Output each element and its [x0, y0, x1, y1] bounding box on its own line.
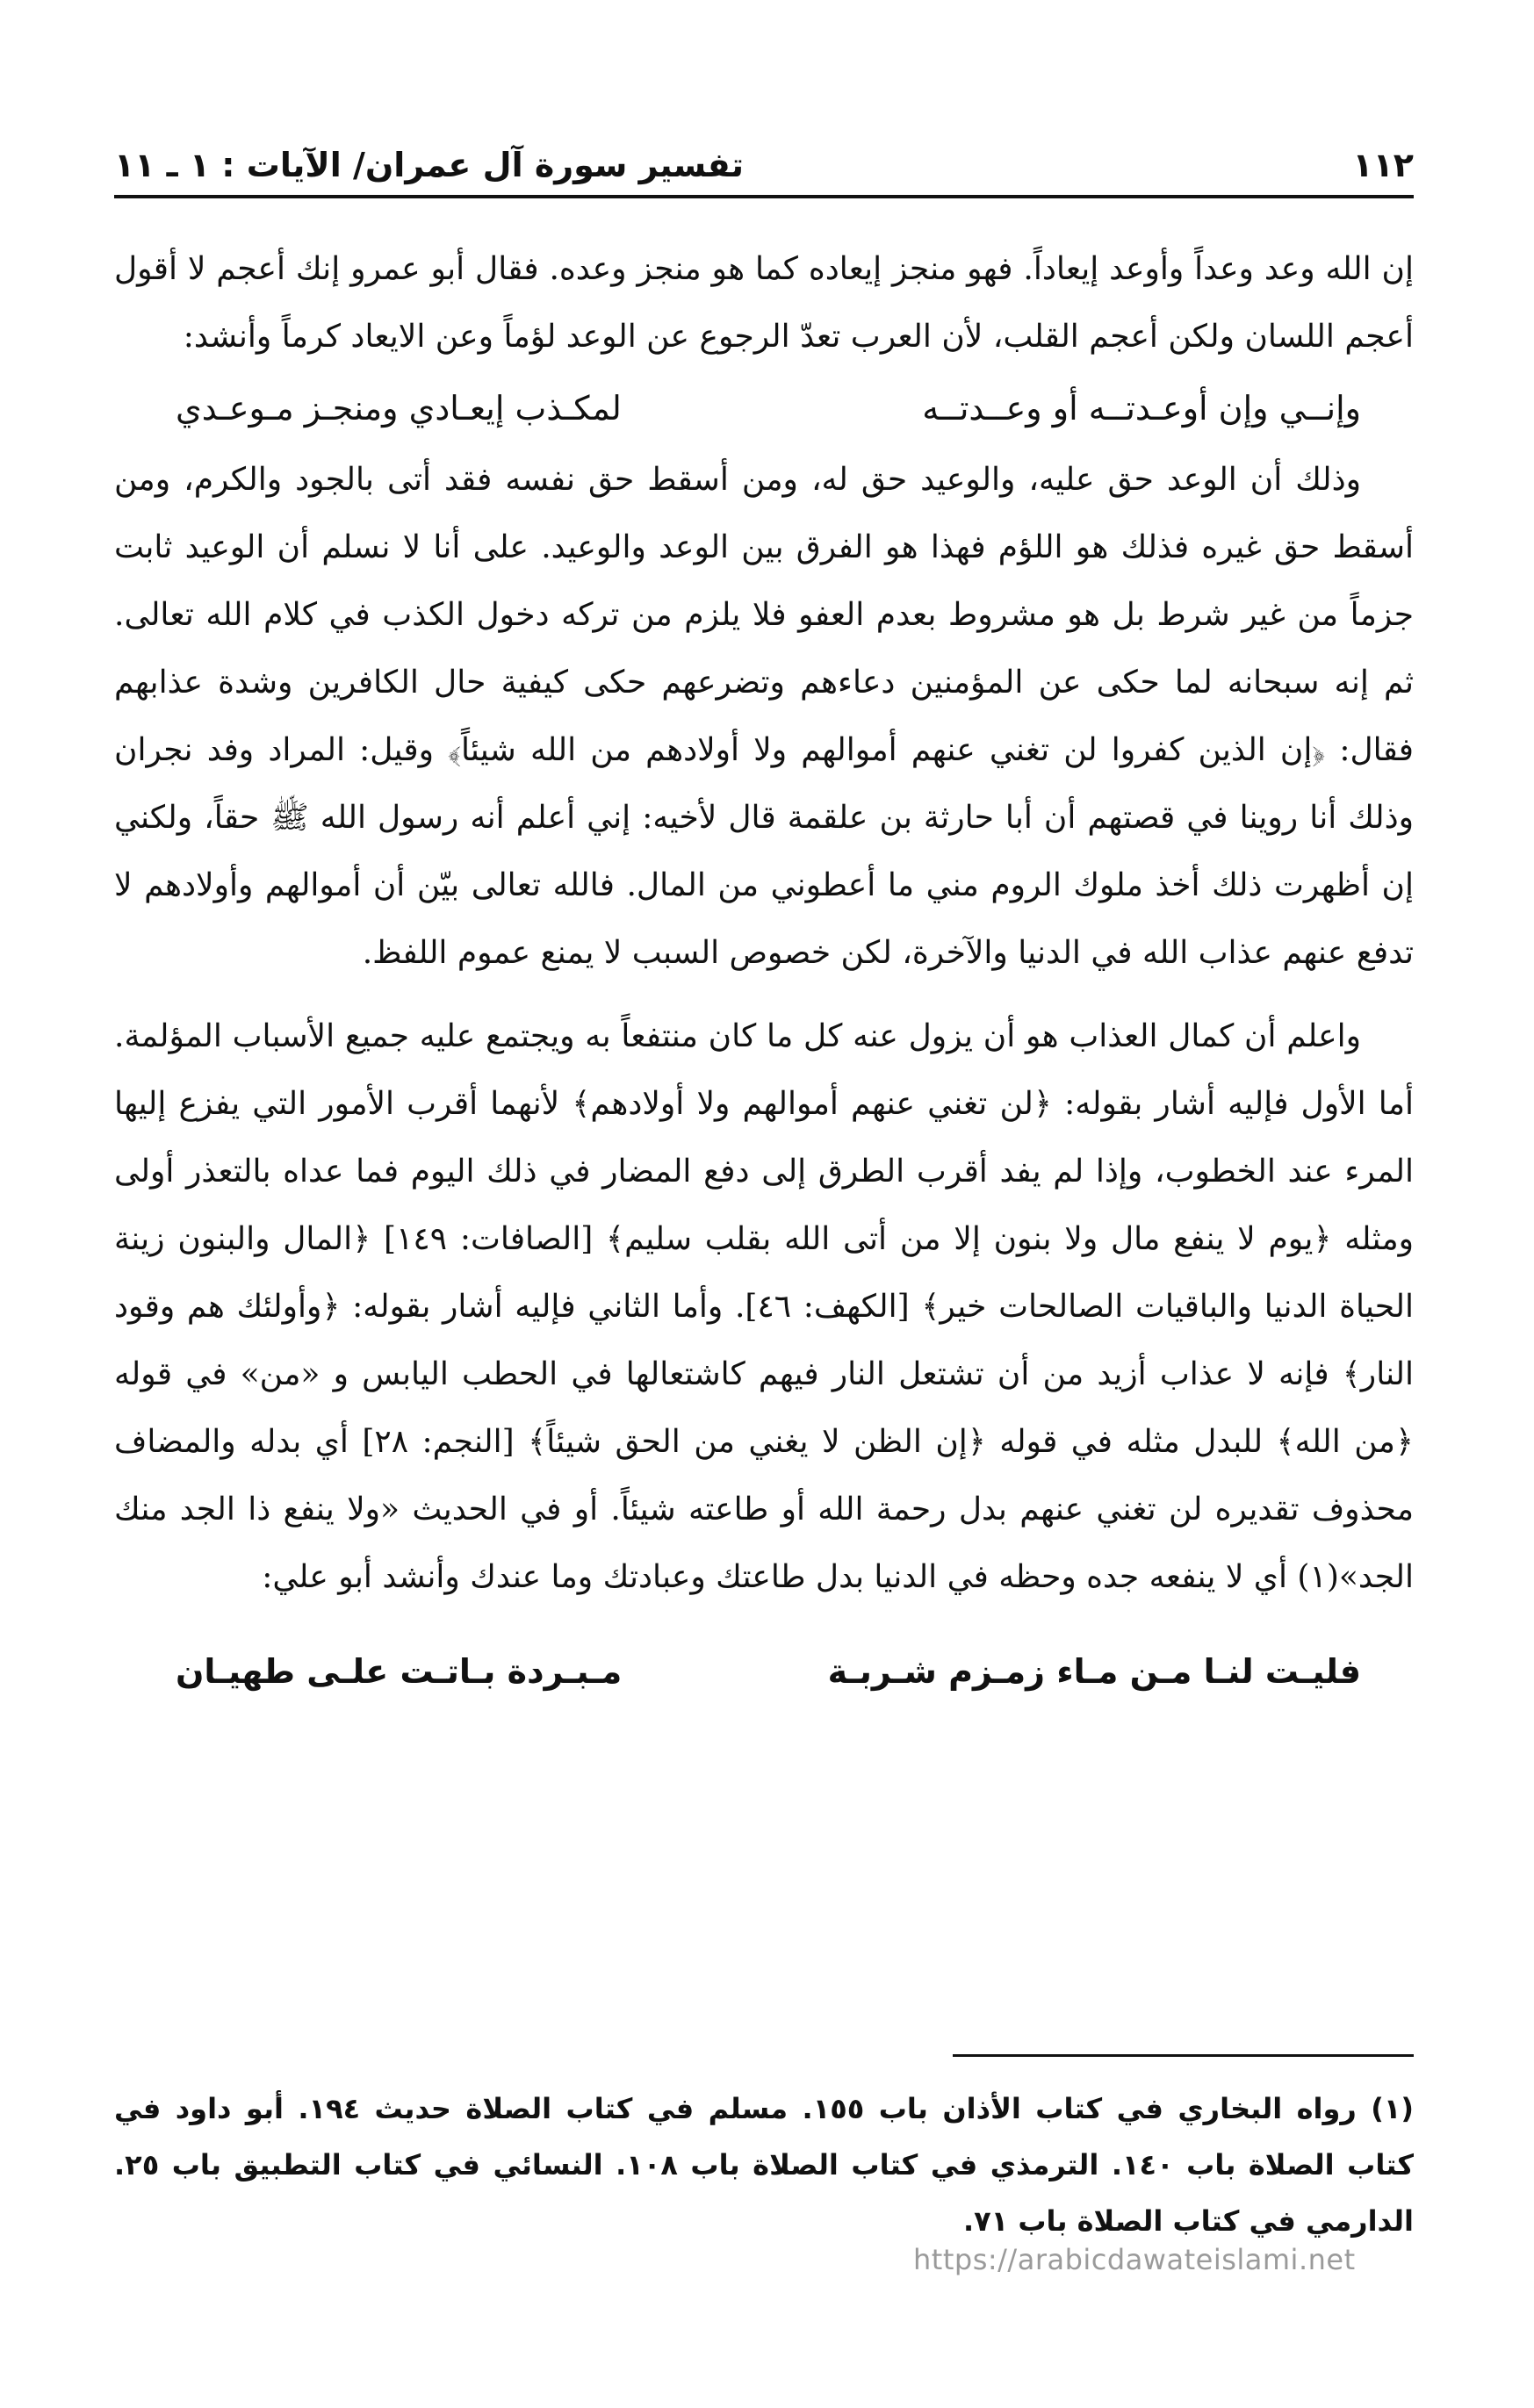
poetry-verse: [114, 1634, 1414, 1709]
main-text: [114, 235, 1414, 1709]
poetry-verse: [114, 370, 1414, 446]
verse-first-hemistich: وإنــي وإن أوعـدتــه أو وعــدتــه: [922, 389, 1361, 428]
paragraph: وذلك أن الوعد حق عليه، والوعيد حق له، ومن أسقط حق نفسه فقد أتى بالجود والكرم، ومن أسقط حق غيره فذلك هو اللؤم فهذا هو الفرق بين الوعد والوعيد. على أنا لا نسلم أن الوعيد ثابت جزماً من غير شرط بل هو مشروط بعدم العفو فلا يلزم من تركه دخول الكذب في كلام الله تعالى. ثم إنه سبحانه لما حكى عن المؤمنين دعاءهم وتضرعهم حكى كيفية حال الكافرين وشدة عذابهم فقال: ﴿إن الذين كفروا لن تغني عنهم أموالهم ولا أولادهم من الله شيئاً﴾ وقيل: المراد وفد نجران وذلك أنا روينا في قصتهم أن أبا حارثة بن علقمة قال لأخيه: إني أعلم أنه رسول الله ﷺ حقاً، ولكني إن أظهرت ذلك أخذ ملوك الروم مني ما أعطوني من المال. فالله تعالى بيّن أن أموالهم وأولادهم لا تدفع عنهم عذاب الله في الدنيا والآخرة، لكن خصوص السبب لا يمنع عموم اللفظ.: [114, 462, 1414, 971]
footnote: [114, 2081, 1414, 2249]
verse-second-hemistich: مـبـردة بـاتـت علـى طهيـان: [176, 1652, 623, 1691]
verse-second-hemistich: لمكـذب إيعـادي ومنجـز مـوعـدي: [176, 389, 622, 428]
header-rule: [114, 195, 1414, 198]
paragraph: واعلم أن كمال العذاب هو أن يزول عنه كل ما كان منتفعاً به ويجتمع عليه جميع الأسباب المؤلمة. أما الأول فإليه أشار بقوله: ﴿لن تغني عنهم أموالهم ولا أولادهم﴾ لأنهما أقرب الأمور التي يفزع إليها المرء عند الخطوب، وإذا لم يفد أقرب الطرق إلى دفع المضار في ذلك اليوم فما عداه بالتعذر أولى ومثله ﴿يوم لا ينفع مال ولا بنون إلا من أتى الله بقلب سليم﴾ [الصافات: ١٤٩] ﴿المال والبنون زينة الحياة الدنيا والباقيات الصالحات خير﴾ [الكهف: ٤٦]. وأما الثاني فإليه أشار بقوله: ﴿وأولئك هم وقود النار﴾ فإنه لا عذاب أزيد من أن تشتعل النار فيهم كاشتعالها في الحطب اليابس و «من» في قوله ﴿من الله﴾ للبدل مثله في قوله ﴿إن الظن لا يغني من الحق شيئاً﴾ [النجم: ٢٨] أي بدله والمضاف محذوف تقديره لن تغني عنهم بدل رحمة الله أو طاعته شيئاً. أو في الحديث «ولا ينفع ذا الجد منك الجد»(١) أي لا ينفعه جده وحظه في الدنيا بدل طاعتك وعبادتك وما عندك وأنشد أبو علي:: [114, 1018, 1415, 1595]
footnote-text: (١) رواه البخاري في كتاب الأذان باب ١٥٥. مسلم في كتاب الصلاة حديث ١٩٤. أبو داود في كتاب الصلاة باب ١٤٠. الترمذي في كتاب الصلاة باب ١٠٨. النسائي في كتاب التطبيق باب ٢٥. الدارمي في كتاب الصلاة باب ٧١.: [114, 2092, 1415, 2238]
running-title: تفسير سورة آل عمران/ الآيات : ١ ـ ١١: [114, 146, 745, 184]
watermark: https://arabicdawateislami.net: [913, 2243, 1356, 2276]
footnote-rule: [953, 2054, 1414, 2057]
paragraph-spacer: [114, 987, 1414, 1003]
page-header: [114, 132, 1414, 184]
verse-first-hemistich: فليـت لنـا مـن مـاء زمـزم شـربـة: [827, 1652, 1361, 1691]
page-number: ١١٢: [1352, 146, 1414, 184]
paragraph: إن الله وعد وعداً وأوعد إيعاداً. فهو منجز إيعاده كما هو منجز وعده. فقال أبو عمرو إنك أعجم لا أقول أعجم اللسان ولكن أعجم القلب، لأن العرب تعدّ الرجوع عن الوعد لؤماً وعن الايعاد كرماً وأنشد:: [114, 251, 1414, 355]
paragraph-spacer: [114, 1611, 1414, 1634]
